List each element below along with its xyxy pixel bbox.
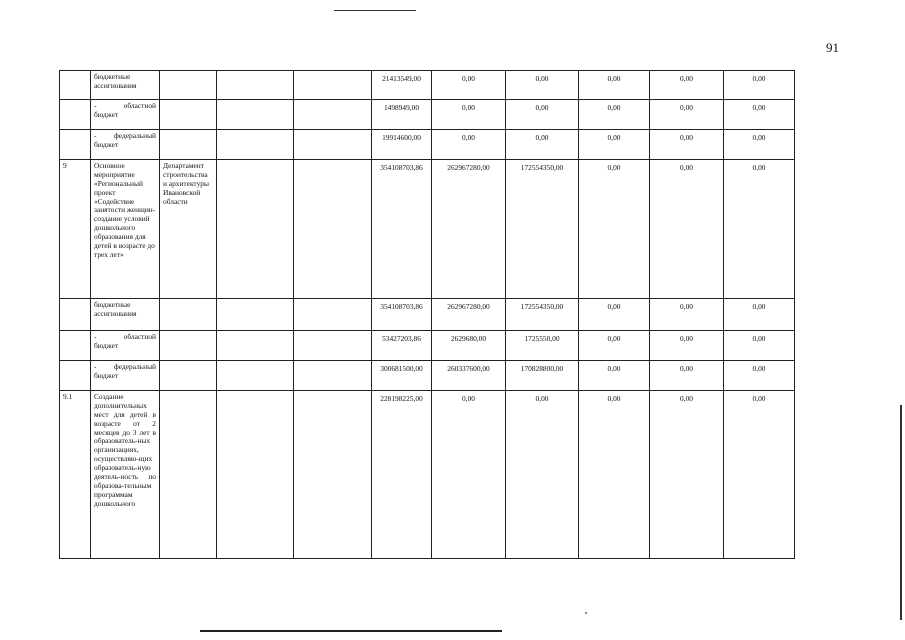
value-cell: 0,00 xyxy=(579,361,650,391)
value-cell: 262967280,00 xyxy=(432,299,506,331)
value-cell: 262967280,00 xyxy=(432,160,506,299)
budget-table xyxy=(59,70,865,559)
value-cell: 172554350,00 xyxy=(506,299,579,331)
row-name-cell: бюджетные ассигнования xyxy=(91,299,160,331)
row-number-cell xyxy=(60,130,91,160)
value-cell: 0,00 xyxy=(432,130,506,160)
value-cell: 0,00 xyxy=(506,71,579,100)
table-row xyxy=(60,299,865,331)
table-row xyxy=(60,100,865,130)
value-cell: 0,00 xyxy=(724,299,795,331)
value-cell: 0,00 xyxy=(650,71,724,100)
value-cell: 0,00 xyxy=(650,100,724,130)
row-number-cell: 9.1 xyxy=(60,391,91,559)
empty-cell xyxy=(294,71,372,100)
empty-cell xyxy=(217,391,294,559)
executor-cell: Департамент строительства и архитектуры Ивановской области xyxy=(160,160,217,299)
empty-cell xyxy=(217,71,294,100)
value-cell: 0,00 xyxy=(724,130,795,160)
value-cell: 170828800,00 xyxy=(506,361,579,391)
table-row xyxy=(60,71,865,100)
row-name-cell: Создание дополнительных мест для детей в возрасте от 2 месяцев до 3 лет в образователь-ных организациях, осуществляю-щих образователь-ную деятель-ность по образова-тельным программам дошкольного xyxy=(91,391,160,559)
empty-cell xyxy=(217,331,294,361)
empty-cell xyxy=(294,391,372,559)
value-cell: 354108703,86 xyxy=(372,299,432,331)
row-number-cell xyxy=(60,361,91,391)
value-cell: 0,00 xyxy=(650,299,724,331)
empty-cell xyxy=(217,361,294,391)
value-cell: 0,00 xyxy=(724,160,795,299)
value-cell: 354108703,86 xyxy=(372,160,432,299)
executor-cell xyxy=(160,391,217,559)
value-cell: 0,00 xyxy=(579,100,650,130)
value-cell: 0,00 xyxy=(506,130,579,160)
value-cell: 0,00 xyxy=(579,331,650,361)
value-cell: 0,00 xyxy=(432,71,506,100)
value-cell: 0,00 xyxy=(579,71,650,100)
bottom-rule xyxy=(200,630,502,632)
value-cell: 0,00 xyxy=(650,391,724,559)
value-cell: 0,00 xyxy=(579,130,650,160)
value-cell: 0,00 xyxy=(724,361,795,391)
table-row xyxy=(60,130,865,160)
value-cell: 300681500,00 xyxy=(372,361,432,391)
row-number-cell xyxy=(60,100,91,130)
value-cell: 0,00 xyxy=(432,391,506,559)
value-cell: 0,00 xyxy=(650,331,724,361)
executor-cell xyxy=(160,331,217,361)
row-name-cell: бюджетные ассигнования xyxy=(91,71,160,100)
value-cell: 53427203,86 xyxy=(372,331,432,361)
scan-edge-line xyxy=(900,405,902,620)
row-name-cell: - федеральный бюджет xyxy=(91,130,160,160)
executor-cell xyxy=(160,130,217,160)
table-row xyxy=(60,160,865,299)
top-rule xyxy=(334,10,416,11)
value-cell: 0,00 xyxy=(724,71,795,100)
value-cell: 0,00 xyxy=(724,331,795,361)
empty-cell xyxy=(294,160,372,299)
value-cell: 1498949,00 xyxy=(372,100,432,130)
value-cell: 21413549,00 xyxy=(372,71,432,100)
row-number-cell xyxy=(60,331,91,361)
scan-speck xyxy=(585,612,587,614)
value-cell: 0,00 xyxy=(579,391,650,559)
value-cell: 0,00 xyxy=(650,130,724,160)
executor-cell xyxy=(160,100,217,130)
value-cell: 172554350,00 xyxy=(506,160,579,299)
value-cell: 19914600,00 xyxy=(372,130,432,160)
row-number-cell xyxy=(60,71,91,100)
empty-cell xyxy=(217,130,294,160)
empty-cell xyxy=(294,361,372,391)
executor-cell xyxy=(160,299,217,331)
value-cell: 260337600,00 xyxy=(432,361,506,391)
empty-cell xyxy=(294,130,372,160)
value-cell: 0,00 xyxy=(506,391,579,559)
value-cell: 0,00 xyxy=(579,299,650,331)
row-name-cell: - областной бюджет xyxy=(91,331,160,361)
empty-cell xyxy=(294,331,372,361)
page-number: 91 xyxy=(826,40,839,55)
table-row xyxy=(60,391,865,559)
value-cell: 0,00 xyxy=(724,391,795,559)
empty-cell xyxy=(217,160,294,299)
row-name-cell: - областной бюджет xyxy=(91,100,160,130)
empty-cell xyxy=(217,100,294,130)
value-cell: 1725550,00 xyxy=(506,331,579,361)
value-cell: 0,00 xyxy=(506,100,579,130)
value-cell: 0,00 xyxy=(724,100,795,130)
empty-cell xyxy=(294,100,372,130)
executor-cell xyxy=(160,71,217,100)
value-cell: 0,00 xyxy=(650,160,724,299)
row-number-cell: 9 xyxy=(60,160,91,299)
row-number-cell xyxy=(60,299,91,331)
value-cell: 228198225,00 xyxy=(372,391,432,559)
row-name-cell: Основное мероприятие «Региональный проект «Содействие занятости женщин-создание условий дошкольного образования для детей в возрасте до трех лет» xyxy=(91,160,160,299)
value-cell: 0,00 xyxy=(579,160,650,299)
executor-cell xyxy=(160,361,217,391)
value-cell: 2629680,00 xyxy=(432,331,506,361)
value-cell: 0,00 xyxy=(650,361,724,391)
table-row xyxy=(60,331,865,361)
value-cell: 0,00 xyxy=(432,100,506,130)
row-name-cell: - федеральный бюджет xyxy=(91,361,160,391)
table-row xyxy=(60,361,865,391)
empty-cell xyxy=(294,299,372,331)
empty-cell xyxy=(217,299,294,331)
